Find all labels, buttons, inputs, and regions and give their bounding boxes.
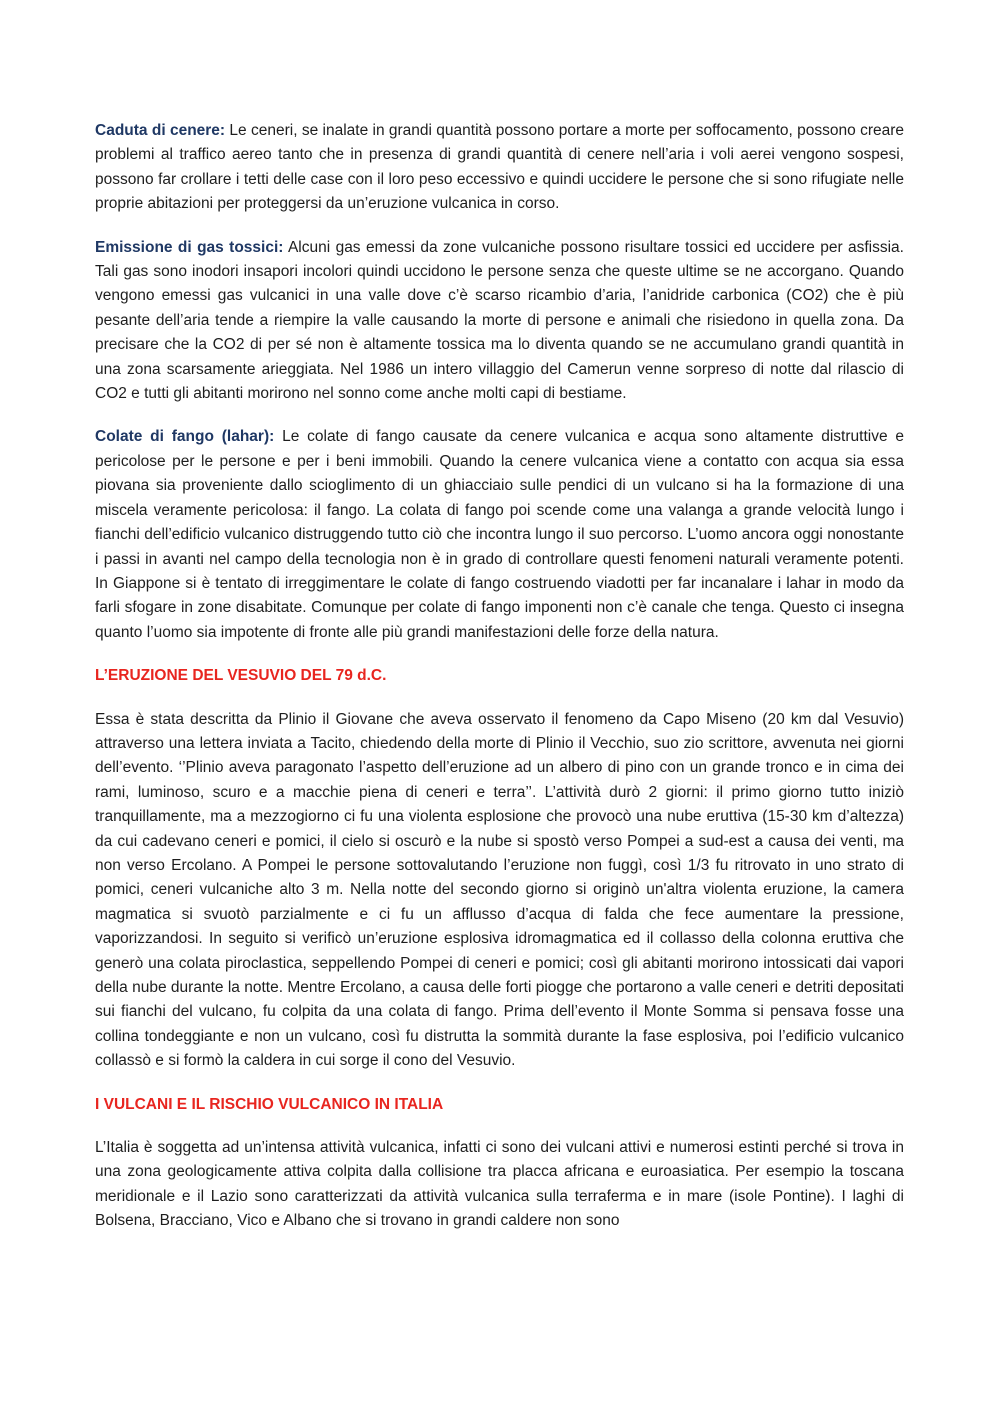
paragraph-vesuvius: Essa è stata descritta da Plinio il Giovane che aveva osservato il fenomeno da Capo Miseno (20 km dal Vesuvio) attraverso una lettera inviata a Tacito, chiedendo della morte di Plinio il Vecchio, suo zio scrittore, avvenuta nei giorni dell’evento. ‘’Plinio aveva paragonato l’aspetto dell’eruzione ad un albero di pino con un grande tronco e in cima dei rami, luminoso, scuro e a macchie piena di ceneri e terra’’. L’attività durò 2 giorni: il primo giorno tutto iniziò tranquillamente, ma a mezzogiorno ci fu una violenta esplosione che provocò una nube eruttiva (15-30 km d’altezza) da cui cadevano ceneri e pomici, il cielo si oscurò e la nube si spostò verso Pompei a sud-est a causa dei venti, ma non verso Ercolano. A Pompei le persone sottovalutando l’eruzione non fuggì, così 1/3 fu ritrovato in uno strato di pomici, ceneri vulcaniche alto 3 m. Nella notte del secondo giorno si originò un'altra violenta eruzione, la camera magmatica si svuotò parzialmente e ci fu un afflusso d’acqua di falda che fece aumentare la pressione, vaporizzandosi. In seguito si verificò un’eruzione esplosiva idromagmatica ed il collasso della colonna eruttiva che generò una colata piroclastica, seppellendo Pompei di ceneri e pomici; così gli abitanti morirono intossicati dai vapori della nube durante la notte. Mentre Ercolano, a causa delle forti piogge che portarono a valle ceneri e detriti depositati sui fianchi del vulcano, fu colpita da una colata di fango. Prima dell’evento il Monte Somma si pensava fosse una collina tondeggiante e non un vulcano, così fu distrutta la sommità durante la fase esplosiva, poi l’edificio vulcanico collassò e si formò la caldera in cui sorge il cono del Vesuvio. — [95, 710, 904, 1070]
document-page — [95, 119, 904, 1233]
heading-lahar: Colate di fango (lahar): — [95, 428, 275, 446]
section-title-vesuvius: L’ERUZIONE DEL VESUVIO DEL 79 d.C. — [95, 667, 387, 685]
paragraph-lahar — [95, 425, 904, 645]
paragraph-toxic-gas — [95, 236, 904, 407]
text-toxic-gas: Alcuni gas emessi da zone vulcaniche possono risultare tossici ed uccidere per asfissia. Tali gas sono inodori insapori incolori quindi uccidono le persone senza che queste ultime se ne accorgano. Quando vengono emessi gas vulcanici in una valle dove c’è scarso ricambio d’aria, l’anidride carbonica (CO2) che è più pesante dell’aria tende a riempire la valle causando la morte di persone e animali che risiedono in quella zona. Da precisare che la CO2 di per sé non è altamente tossica ma lo diventa quando se ne accumulano grandi quantità in una zona scarsamente arieggiata. Nel 1986 un intero villaggio del Camerun venne sorpreso di notte dal rilascio di CO2 e tutti gli abitanti morirono nel sonno come anche molti capi di bestiame. — [95, 238, 904, 403]
heading-toxic-gas: Emissione di gas tossici: — [95, 238, 284, 256]
text-ash-fall: Le ceneri, se inalate in grandi quantità possono portare a morte per soffocamento, possono creare problemi al traffico aereo tanto che in presenza di grandi quantità di cenere nell’aria i voli aerei vengono sospesi, possono far crollare i tetti delle case con il loro peso eccessivo e quindi uccidere le persone che si sono rifugiate nelle proprie abitazioni per proteggersi da un’eruzione vulcanica in corso. — [95, 122, 904, 213]
paragraph-italy: L’Italia è soggetta ad un’intensa attività vulcanica, infatti ci sono dei vulcani attivi e numerosi estinti perché si trova in una zona geologicamente attiva colpita dalla collisione tra placca africana e euroasiatica. Per esempio la toscana meridionale e il Lazio sono caratterizzati da attività vulcanica sulla terraferma e in mare (isole Pontine). I laghi di Bolsena, Bracciano, Vico e Albano che si trovano in grandi caldere non sono — [95, 1139, 904, 1230]
text-lahar: Le colate di fango causate da cenere vulcanica e acqua sono altamente distruttive e pericolose per le persone e per i beni immobili. Quando la cenere vulcanica viene a contatto con acqua sia essa piovana sia proveniente dallo scioglimento di un ghiacciaio sulle pendici di un vulcano si ha la formazione di una miscela veramente pericolosa: il fango. La colata di fango poi scende come una valanga a grande velocità lungo i fianchi dell’edificio vulcanico distruggendo tutto ciò che incontra lungo il suo percorso. L’uomo ancora oggi nonostante i passi in avanti nel campo della tecnologia non è in grado di controllare questi fenomeni naturali veramente potenti. In Giappone si è tentato di irreggimentare le colate di fango costruendo viadotti per far incanalare i lahar in modo da farli sfogare in zone disabitate. Comunque per colate di fango imponenti non c’è canale che tenga. Questo ci insegna quanto l’uomo sia impotente di fronte alle più grandi manifestazioni delle forze della natura. — [95, 428, 904, 641]
section-title-italy: I VULCANI E IL RISCHIO VULCANICO IN ITALIA — [95, 1095, 444, 1113]
heading-ash-fall: Caduta di cenere: — [95, 122, 226, 139]
paragraph-ash-fall — [95, 119, 904, 217]
